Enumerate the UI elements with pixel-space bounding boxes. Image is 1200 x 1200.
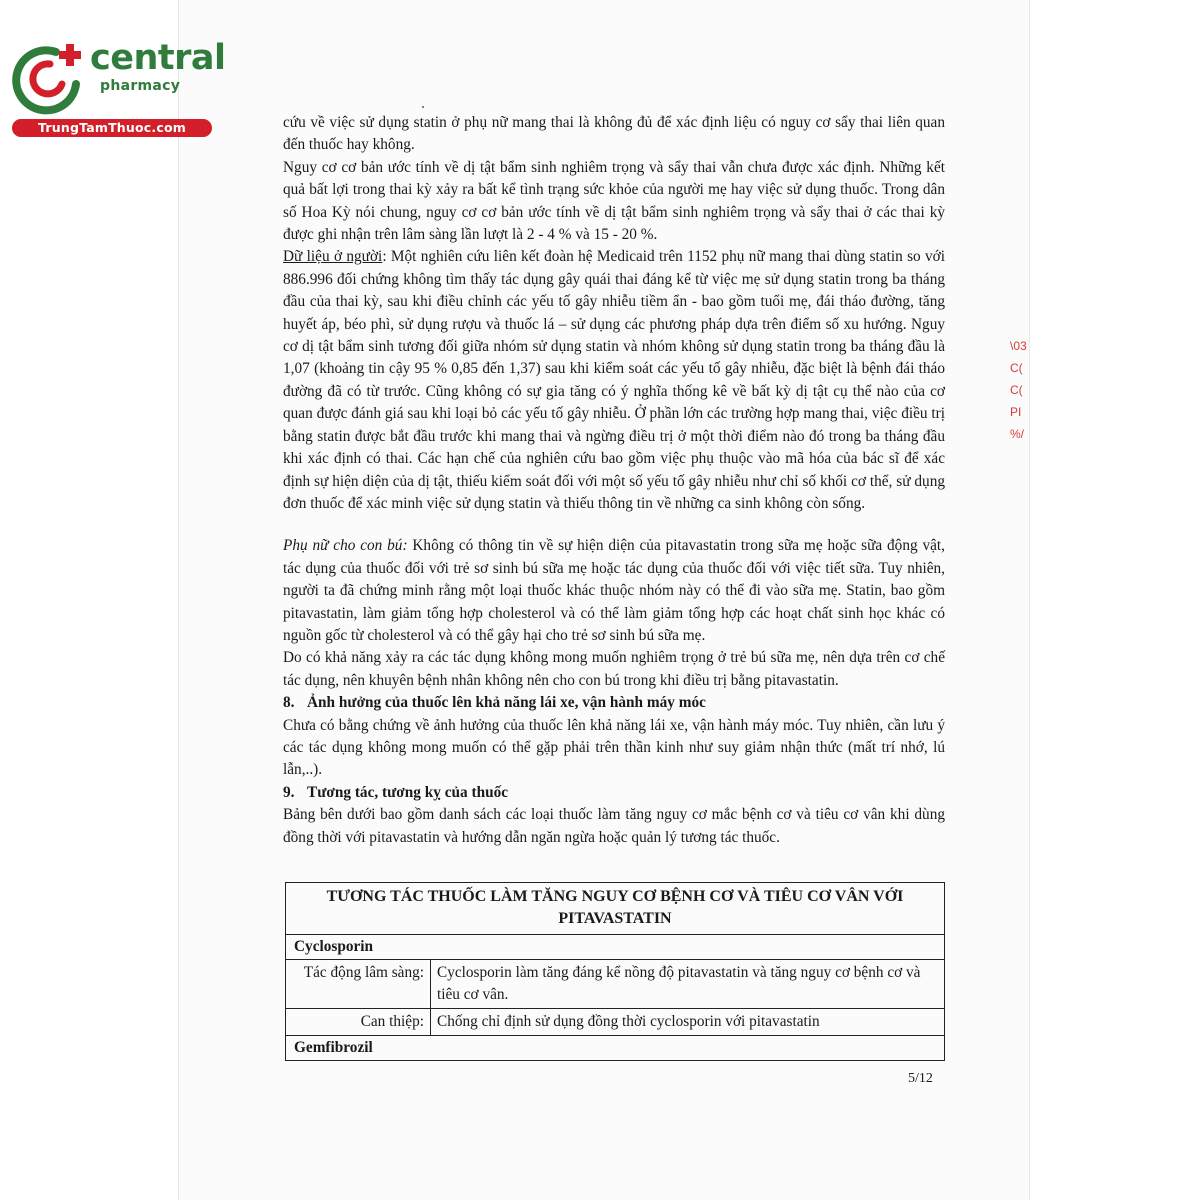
heading-number: 9. xyxy=(283,783,295,801)
stamp-mark: %/ xyxy=(1010,427,1025,441)
paragraph: cứu về việc sử dụng statin ở phụ nữ mang thai là không đủ để xác định liệu có nguy cơ sẩy thai liên quan đến thuốc hay không. xyxy=(283,114,945,154)
section-label: Phụ nữ cho con bú: xyxy=(283,537,408,555)
table-row-value: Chống chỉ định sử dụng đồng thời cyclosporin với pitavastatin xyxy=(437,1013,820,1030)
page-number: 5/12 xyxy=(908,1071,933,1086)
paragraph xyxy=(283,535,945,647)
paragraph xyxy=(283,246,945,515)
stamp-mark: C( xyxy=(1010,383,1023,397)
central-pharmacy-logo xyxy=(10,38,226,138)
interaction-table xyxy=(285,882,945,1061)
table-row-label: Tác động lâm sàng: xyxy=(286,960,431,1008)
section-heading-8 xyxy=(283,692,945,714)
heading-text: Ảnh hưởng của thuốc lên khả năng lái xe, vận hành máy móc xyxy=(307,694,706,712)
brand-url-badge: TrungTamThuoc.com xyxy=(12,119,212,137)
stamp-mark: C( xyxy=(1010,361,1023,375)
table-row-label: Can thiệp: xyxy=(286,1009,431,1035)
table-drug-header: Gemfibrozil xyxy=(294,1039,373,1056)
document-body xyxy=(283,112,945,849)
paragraph-text: : Một nghiên cứu liên kết đoàn hệ Medicaid trên 1152 phụ nữ mang thai dùng statin so với 886.996 đối chứng không tìm thấy tác dụng gây quái thai đáng kể từ việc mẹ sử dụng statin trong ba tháng đầu của thai kỳ, sau khi điều chỉnh các yếu tố gây nhiễu tiềm ẩn - bao gồm tuổi mẹ, đái tháo đường, tăng huyết áp, béo phì, sử dụng rượu và thuốc lá – sử dụng các phương pháp dựa trên điểm số xu hướng. Nguy cơ dị tật bẩm sinh tương đối giữa nhóm sử dụng statin và nhóm không sử dụng statin trong ba tháng đầu là 1,07 (khoảng tin cậy 95 % 0,85 đến 1,37) sau khi kiểm soát các yếu tố gây nhiễu, đặc biệt là bệnh đái tháo đường đã có từ trước. Cũng không có sự gia tăng có ý nghĩa thống kê về bất kỳ dị tật cụ thể nào của cơ quan được đánh giá sau khi loại bỏ các yếu tố gây nhiễu. Ở phần lớn các trường hợp mang thai, việc điều trị bằng statin được bắt đầu trước khi mang thai và ngừng điều trị ở một thời điểm nào đó trong ba tháng đầu khi xác định có thai. Các hạn chế của nghiên cứu bao gồm việc phụ thuộc vào mã hóa của bác sĩ để xác định sự hiện diện của dị tật, thiếu kiểm soát đối với một số yếu tố gây nhiễu như chỉ số khối cơ thể, sử dụng đơn thuốc để xác minh việc sử dụng statin và thiếu thông tin về những ca sinh không còn sống. xyxy=(283,248,946,512)
table-row xyxy=(286,960,944,1009)
brand-subtitle: pharmacy xyxy=(100,78,181,94)
brand-name: central xyxy=(90,38,226,78)
paragraph: Bảng bên dưới bao gồm danh sách các loại thuốc làm tăng nguy cơ mắc bệnh cơ và tiêu cơ vân khi dùng đồng thời với pitavastatin và hướng dẫn ngăn ngừa hoặc quản lý tương tác thuốc. xyxy=(283,806,945,846)
stamp-mark: \03 xyxy=(1010,339,1027,353)
scan-speck xyxy=(422,106,424,108)
margin-stamp xyxy=(1010,338,1032,448)
table-row xyxy=(286,1009,944,1036)
paragraph-text: Không có thông tin về sự hiện diện của pitavastatin trong sữa mẹ hoặc sữa động vật, tác dụng của thuốc đối với trẻ sơ sinh bú sữa mẹ hoặc tác dụng của thuốc đối với việc tiết sữa. Tuy nhiên, người ta đã chứng minh rằng một loại thuốc khác thuộc nhóm này có thể đi vào sữa mẹ. Statin, bao gồm pitavastatin, làm giảm tổng hợp cholesterol và có thể làm giảm tổng hợp các hoạt chất sinh học khác có nguồn gốc từ cholesterol và có thể gây hại cho trẻ sơ sinh bú sữa mẹ. xyxy=(283,537,945,644)
stamp-mark: PI xyxy=(1010,405,1022,419)
section-label: Dữ liệu ở người xyxy=(283,248,383,266)
paragraph: Do có khả năng xảy ra các tác dụng không mong muốn nghiêm trọng ở trẻ bú sữa mẹ, nên dựa trên cơ chế tác dụng, nên khuyên bệnh nhân không nên cho con bú trong khi điều trị bằng pitavastatin. xyxy=(283,649,945,689)
heading-number: 8. xyxy=(283,694,295,712)
heading-text: Tương tác, tương kỵ của thuốc xyxy=(307,783,509,801)
table-title: TƯƠNG TÁC THUỐC LÀM TĂNG NGUY CƠ BỆNH CƠ VÀ TIÊU CƠ VÂN VỚI PITAVASTATIN xyxy=(286,883,944,935)
table-row-value: Cyclosporin làm tăng đáng kể nồng độ pitavastatin và tăng nguy cơ bệnh cơ và tiêu cơ vân. xyxy=(437,964,921,1003)
pharmacy-logo-icon xyxy=(10,38,92,118)
paragraph: Chưa có bằng chứng về ảnh hưởng của thuốc lên khả năng lái xe, vận hành máy móc. Tuy nhiên, cần lưu ý các tác dụng không mong muốn có thể gặp phải trên thần kinh như suy giảm nhận thức (mất trí nhớ, lú lẫn,..). xyxy=(283,716,945,779)
paragraph: Nguy cơ cơ bản ước tính về dị tật bẩm sinh nghiêm trọng và sẩy thai vẫn chưa được xác định. Những kết quả bất lợi trong thai kỳ xảy ra bất kể tình trạng sức khỏe của người mẹ hay việc sử dụng thuốc. Trong dân số Hoa Kỳ nói chung, nguy cơ cơ bản ước tính về dị tật bẩm sinh nghiêm trọng và sẩy thai ở các thai kỳ được ghi nhận trên lâm sàng lần lượt là 2 - 4 % và 15 - 20 %. xyxy=(283,158,945,244)
table-drug-header: Cyclosporin xyxy=(286,935,944,960)
section-heading-9 xyxy=(283,782,945,804)
